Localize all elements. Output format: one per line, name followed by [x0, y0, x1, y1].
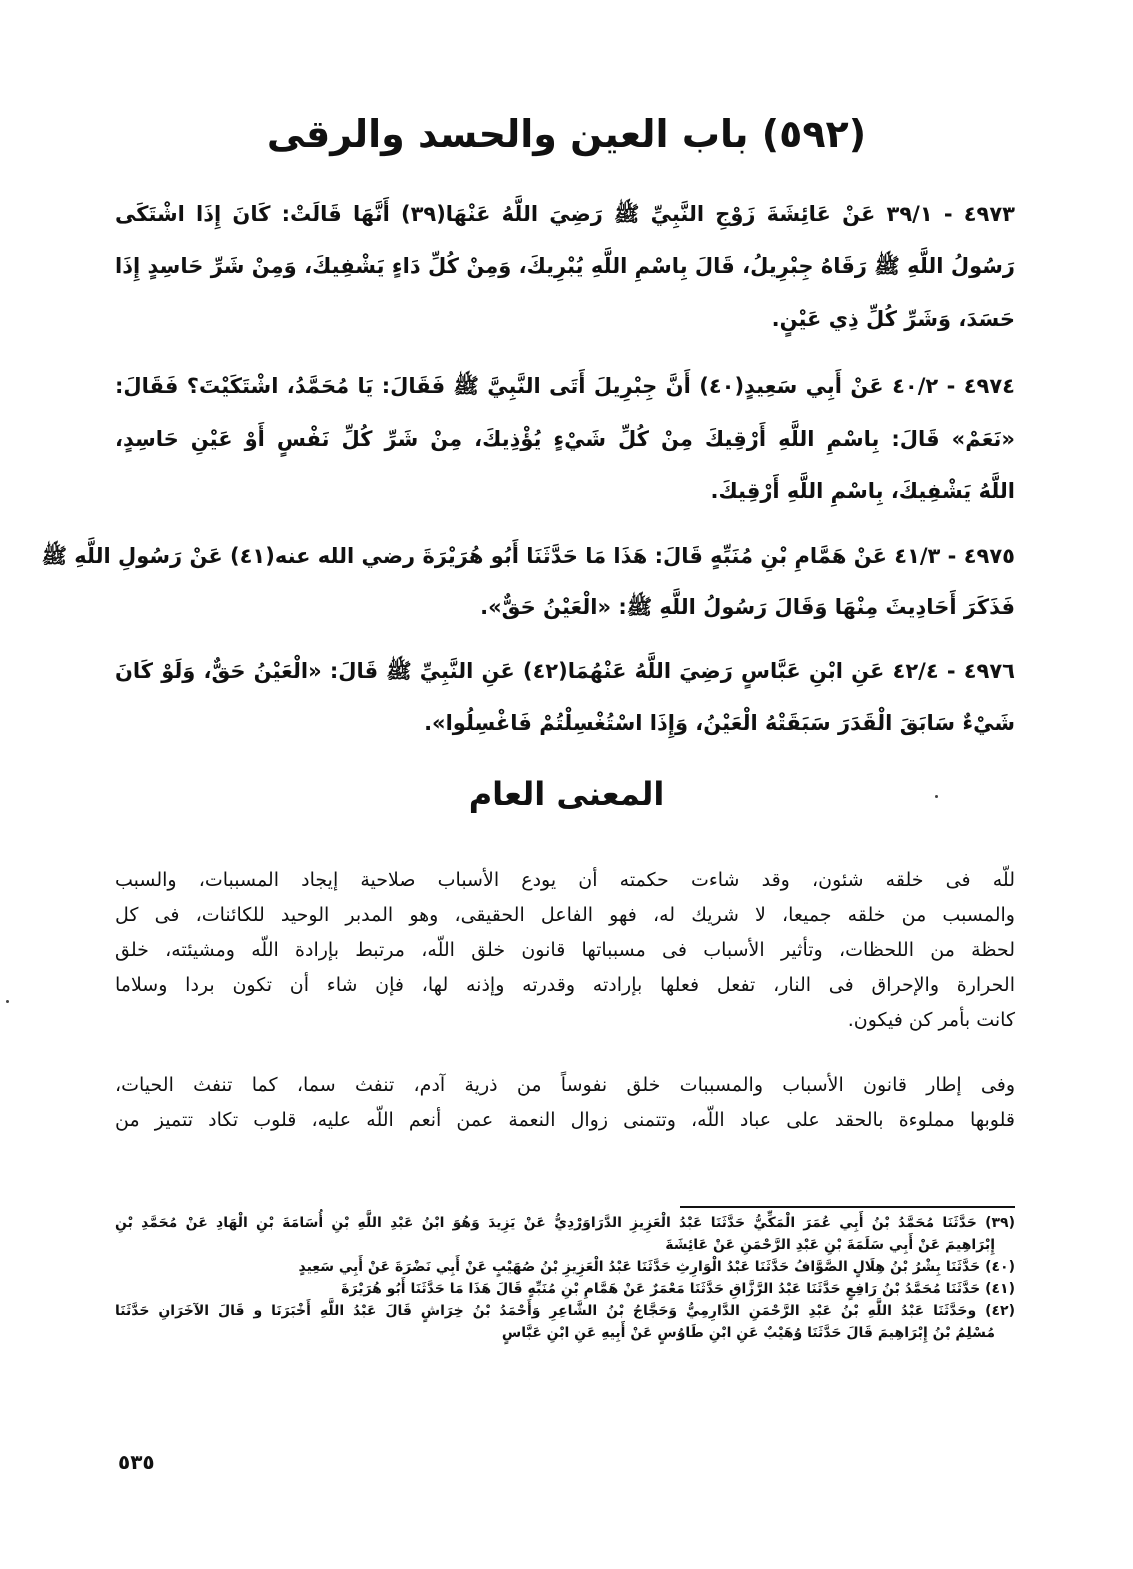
hadith-4975-line-1: ٤٩٧٥ - ٤١/٣ عَنْ هَمَّامِ بْنِ مُنَبِّهٍ قَالَ: هَذَا مَا حَدَّثَنَا أَبُو هُرَيْرَةَ رضي الله عنه(٤١) عَنْ رَسُولِ اللَّهِ ﷺ — [41, 544, 1015, 568]
section-heading: المعنى العام — [468, 775, 665, 813]
hadith-4973-line-2: رَسُولُ اللَّهِ ﷺ رَقَاهُ جِبْرِيلُ، قَالَ بِاسْمِ اللَّهِ يُبْرِيكَ، وَمِنْ كُلِّ دَاءٍ يَشْفِيكَ، وَمِنْ شَرِّ حَاسِدٍ إِذَا — [115, 254, 1015, 278]
commentary-line: للّه فى خلقه شئون، وقد شاءت حكمته أن يودع الأسباب صلاحية إيجاد المسببات، والسبب — [115, 869, 1015, 891]
footnote-39-cont: إِبْرَاهِيمَ عَنْ أَبِي سَلَمَةَ بْنِ عَبْدِ الرَّحْمَنِ عَنْ عَائِشَةَ — [665, 1237, 995, 1253]
commentary-line: وفى إطار قانون الأسباب والمسببات خلق نفوساً من ذرية آدم، تنفث سما، كما تنفث الحيات، — [115, 1074, 1015, 1096]
hadith-4974-line-1: ٤٩٧٤ - ٤٠/٢ عَنْ أَبِي سَعِيدٍ(٤٠) أَنَّ جِبْرِيلَ أَتَى النَّبِيَّ ﷺ فَقَالَ: يَا مُحَمَّدُ، اشْتَكَيْتَ؟ فَقَالَ: — [115, 374, 1015, 398]
commentary-line: والمسبب من خلقه جميعا، لا شريك له، فهو الفاعل الحقيقى، وهو المدبر الوحيد للكائنات، فى كل — [115, 904, 1015, 926]
scan-speck — [935, 795, 938, 798]
hadith-4974-line-3: اللَّهُ يَشْفِيكَ، بِاسْمِ اللَّهِ أَرْقِيكَ. — [710, 479, 1015, 503]
page-number: ٥٣٥ — [118, 1450, 155, 1474]
footnote-42: (٤٢) وحَدَّثَنَا عَبْدُ اللَّهِ بْنُ عَبْدِ الرَّحْمَنِ الدَّارِمِيُّ وَحَجَّاجُ بْنُ الشَّاعِرِ وَأَحْمَدُ بْنُ خِرَاشٍ قَالَ عَبْدُ اللَّهِ أَخْبَرَنَا و قَالَ الآخَرَانِ حَدَّثَنَا — [115, 1303, 1015, 1319]
hadith-4976-line-1: ٤٩٧٦ - ٤٢/٤ عَنِ ابْنِ عَبَّاسٍ رَضِيَ اللَّهُ عَنْهُمَا(٤٢) عَنِ النَّبِيِّ ﷺ قَالَ: «الْعَيْنُ حَقٌّ، وَلَوْ كَانَ — [115, 659, 1015, 683]
hadith-4973-line-3: حَسَدَ، وَشَرِّ كُلِّ ذِي عَيْنٍ. — [771, 307, 1015, 331]
hadith-4973-line-1: ٤٩٧٣ - ٣٩/١ عَنْ عَائِشَةَ زَوْجِ النَّبِيِّ ﷺ رَضِيَ اللَّهُ عَنْهَا(٣٩) أَنَّهَا قَالَتْ: كَانَ إِذَا اشْتَكَى — [115, 202, 1015, 226]
footnote-divider — [680, 1206, 1015, 1208]
hadith-4976-line-2: شَيْءٌ سَابَقَ الْقَدَرَ سَبَقَتْهُ الْعَيْنُ، وَإِذَا اسْتُغْسِلْتُمْ فَاغْسِلُوا». — [424, 711, 1015, 735]
commentary-line: الحرارة والإحراق فى النار، تفعل فعلها بإرادته وقدرته وإذنه لها، فإن شاء أن تكون بردا وسلاما — [115, 974, 1015, 996]
scan-speck — [6, 1000, 9, 1003]
commentary-line: قلوبها مملوءة بالحقد على عباد اللّه، وتتمنى زوال النعمة عمن أنعم اللّه عليه، قلوب تكاد تتميز من — [115, 1109, 1015, 1131]
footnote-39: (٣٩) حَدَّثَنَا مُحَمَّدُ بْنُ أَبِي عُمَرَ الْمَكِّيُّ حَدَّثَنَا عَبْدُ الْعَزِيزِ الدَّرَاوَرْدِيُّ عَنْ يَزِيدَ وَهُوَ ابْنُ عَبْدِ اللَّهِ بْنِ أُسَامَةَ بْنِ الْهَادِ عَنْ مُحَمَّدِ بْنِ — [115, 1215, 1015, 1231]
commentary-line: لحظة من اللحظات، وتأثير الأسباب فى مسبباتها قانون خلق اللّه، مرتبط بإرادة اللّه ومشيئته، خلق — [115, 939, 1015, 961]
hadith-4975-line-2: فَذَكَرَ أَحَادِيثَ مِنْهَا وَقَالَ رَسُولُ اللَّهِ ﷺ: «الْعَيْنُ حَقٌّ». — [480, 595, 1015, 619]
chapter-title: (٥٩٢) باب العين والحسد والرقى — [266, 112, 867, 156]
hadith-4974-line-2: «نَعَمْ» قَالَ: بِاسْمِ اللَّهِ أَرْقِيكَ مِنْ كُلِّ شَيْءٍ يُؤْذِيكَ، مِنْ شَرِّ كُلِّ نَفْسٍ أَوْ عَيْنِ حَاسِدٍ، — [115, 427, 1015, 451]
footnote-40: (٤٠) حَدَّثَنَا بِشْرُ بْنُ هِلَالٍ الصَّوَّافُ حَدَّثَنَا عَبْدُ الْوَارِثِ حَدَّثَنَا عَبْدُ الْعَزِيزِ بْنُ صُهَيْبٍ عَنْ أَبِي نَضْرَةَ عَنْ أَبِي سَعِيدٍ — [298, 1259, 1015, 1275]
footnote-42-cont: مُسْلِمُ بْنُ إِبْرَاهِيمَ قَالَ حَدَّثَنَا وُهَيْبٌ عَنِ ابْنِ طَاوُسٍ عَنْ أَبِيهِ عَنِ ابْنِ عَبَّاسٍ — [501, 1325, 995, 1341]
footnote-41: (٤١) حَدَّثَنَا مُحَمَّدُ بْنُ رَافِعٍ حَدَّثَنَا عَبْدُ الرَّزَّاقِ حَدَّثَنَا مَعْمَرٌ عَنْ هَمَّامِ بْنِ مُنَبِّهٍ قَالَ هَذَا مَا حَدَّثَنَا أَبُو هُرَيْرَةَ — [341, 1281, 1015, 1297]
commentary-line: كانت بأمر كن فيكون. — [847, 1009, 1015, 1031]
